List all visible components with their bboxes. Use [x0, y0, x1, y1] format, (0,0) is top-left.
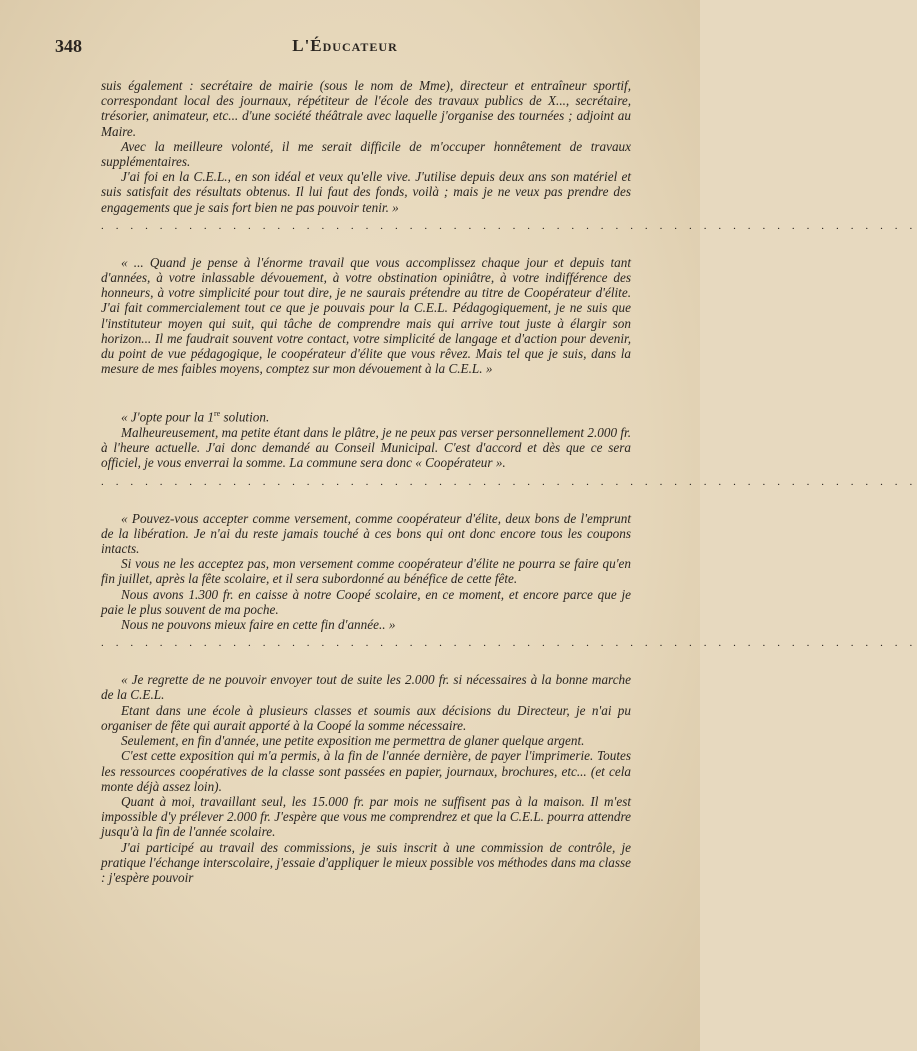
page-number: 348 [55, 36, 82, 56]
paragraph: J'ai participé au travail des commissions, je suis inscrit à une commission de contrôle, je pratique l'échange interscolaire, j'essaie d'appliquer le mieux possible vos méthodes dans ma classe : j'espère pouvoir [101, 839, 631, 885]
paragraph: Etant dans une école à plusieurs classes et soumis aux décisions du Directeur, je n'ai pu organiser de fête qui aurait apporté à la Coopé la somme nécessaire. [101, 702, 631, 733]
dotted-separator: . . . . . . . . . . . . . . . . . . . . . . . . . . . . . . . . . . . . . . . . . . . . . . . . . . . . . . . . [101, 475, 917, 488]
article-body [101, 78, 917, 885]
paragraph: Si vous ne les acceptez pas, mon versement comme coopérateur d'élite ne pourra se faire qu'en fin juillet, après la fête scolaire, et il sera subordonné au bénéfice de cette fête. [101, 556, 631, 587]
paragraph: « Je regrette de ne pouvoir envoyer tout de suite les 2.000 fr. si nécessaires à la bonne marche de la C.E.L. [101, 672, 631, 703]
paragraph: Quant à moi, travaillant seul, les 15.000 fr. par mois ne suffisent pas à la maison. Il m'est impossible d'y prélever 2.000 fr. J'espère que vous me comprendrez et que la C.E.L. pourra attendre jusqu'à la fin de l'année scolaire. [101, 793, 631, 840]
dotted-separator: . . . . . . . . . . . . . . . . . . . . . . . . . . . . . . . . . . . . . . . . . . . . . . . . . . . . . . . . [101, 637, 917, 650]
paragraph: Avec la meilleure volonté, il me serait difficile de m'occuper honnêtement de travaux supplémentaires. [101, 138, 631, 170]
paragraph: J'ai foi en la C.E.L., en son idéal et veux qu'elle vive. J'utilise depuis deux ans son matériel et suis satisfait des résultats obtenus. Il lui faut des fonds, voilà ; mais je ne veux pas prendre des engagements que je sais fort bien ne pas pouvoir tenir. » [101, 169, 631, 215]
paragraph: suis également : secrétaire de mairie (sous le nom de Mme), directeur et entraîneur sportif, correspondant local des journaux, répétiteur de l'école des travaux publics de X..., secrétaire, trésorier, animateur, etc... d'une société théâtrale avec laquelle j'organise des tournées ; adjoint au Maire. [101, 78, 631, 139]
paragraph: « Pouvez-vous accepter comme versement, comme coopérateur d'élite, deux bons de l'emprunt de la libération. Je n'ai du reste jamais touché à ces bons qui ont donc encore tous les coupons intacts. [101, 510, 631, 557]
paragraph: Nous avons 1.300 fr. en caisse à notre Coopé scolaire, en ce moment, et encore parce que je paie le plus souvent de ma poche. [101, 586, 631, 617]
paragraph [101, 406, 631, 425]
paragraph: « ... Quand je pense à l'énorme travail que vous accomplissez chaque jour et depuis tant d'années, à votre inlassable dévouement, à votre obstination opiniâtre, à votre indifférence des honneurs, à votre simplicité pour tout dire, je ne saurais prétendre au titre de Coopérateur d'élite. J'ai fait commercialement tout ce que je pouvais pour la C.E.L. Pédagogiquement, je ne suis que l'instituteur moyen qui suit, qui tâche de comprendre mais qui arrive tout juste à élargir son horizon... Il me faudrait souvent votre contact, votre simplicité de langage et d'action pour devenir, du point de vue pédagogique, le coopérateur d'élite que vous rêvez. Mais tel que je suis, dans la mesure de mes faibles moyens, comptez sur mon dévouement à la C.E.L. » [101, 254, 631, 377]
paragraph: C'est cette exposition qui m'a permis, à la fin de l'année dernière, de payer l'imprimerie. Toutes les ressources coopératives de la classe sont passées en papier, journaux, brochures, etc... (et cela monte déjà assez loin). [101, 748, 631, 794]
dotted-separator: . . . . . . . . . . . . . . . . . . . . . . . . . . . . . . . . . . . . . . . . . . . . . . . . . . . . . . . . [101, 219, 917, 232]
journal-title: L'Éducateur [292, 36, 398, 55]
paragraph: Seulement, en fin d'année, une petite exposition me permettra de glaner quelque argent. [121, 733, 585, 749]
paragraph-text: solution. [220, 409, 270, 425]
superscript: re [213, 409, 221, 419]
paragraph: Nous ne pouvons mieux faire en cette fin d'année.. » [121, 617, 396, 633]
paragraph-text: « J'opte pour la 1 [121, 409, 214, 425]
paragraph: Malheureusement, ma petite étant dans le plâtre, je ne peux pas verser personnellement 2.000 fr. à l'heure actuelle. J'ai donc demandé au Conseil Municipal. C'est d'accord et dès que ce sera officiel, je vous enverrai la somme. La commune sera donc « Coopérateur ». [101, 425, 631, 471]
page-header [55, 36, 635, 60]
